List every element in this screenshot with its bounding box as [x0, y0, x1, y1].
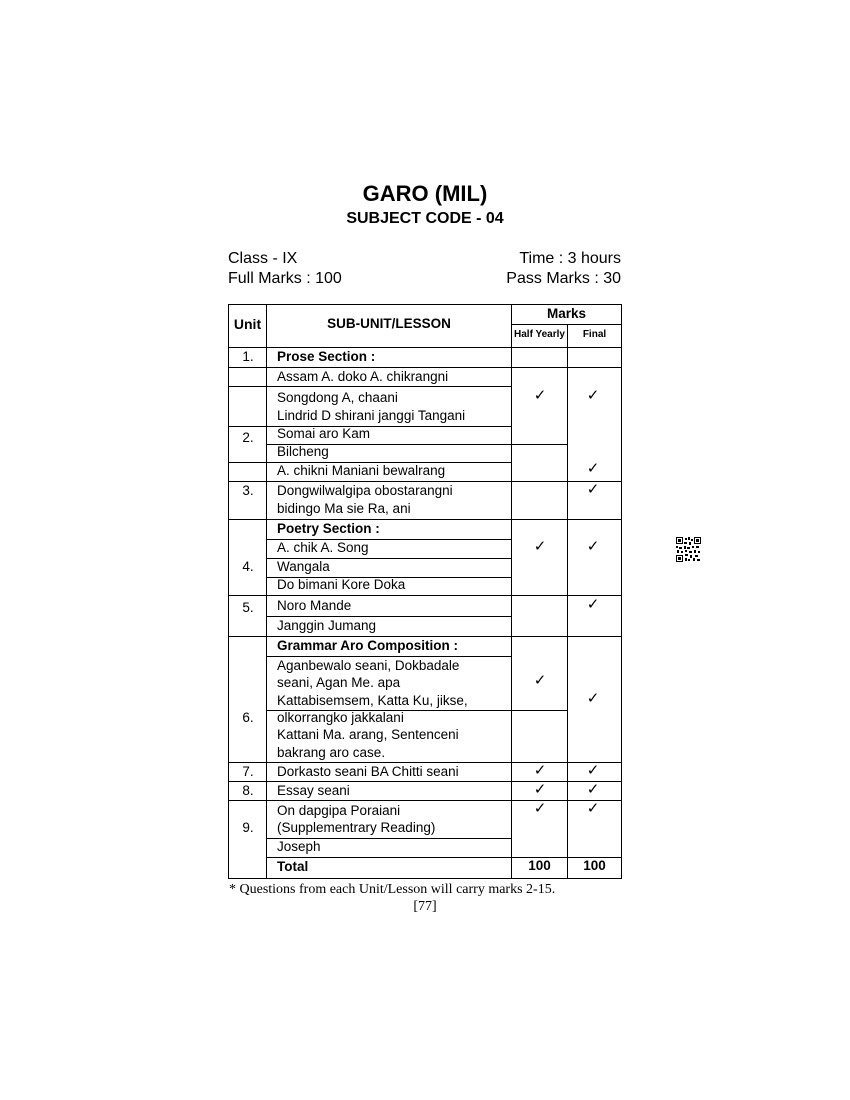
section-heading-poetry: Poetry Section :	[277, 521, 380, 536]
check-icon: ✓	[586, 480, 600, 498]
table-divider-unit	[266, 304, 267, 879]
table-divider-marks	[567, 324, 568, 879]
check-icon: ✓	[586, 799, 600, 817]
full-marks-label: Full Marks : 100	[228, 270, 342, 287]
header-marks: Marks	[546, 306, 587, 321]
unit-number: 1.	[242, 349, 254, 364]
table-border-right	[621, 304, 622, 879]
row-line	[228, 595, 622, 596]
table-border-bottom	[228, 878, 622, 879]
table-divider-lesson	[511, 304, 512, 879]
unit-number: 8.	[242, 783, 254, 798]
lesson-item: A. chik A. Song	[277, 540, 369, 555]
lesson-item: Kattani Ma. arang, Sentenceni	[277, 727, 459, 742]
lesson-item: (Supplementrary Reading)	[277, 820, 436, 835]
lesson-item: olkorrangko jakkalani	[277, 710, 404, 725]
check-icon: ✓	[586, 459, 600, 477]
unit-number: 7.	[242, 764, 254, 779]
section-heading-prose: Prose Section :	[277, 349, 376, 364]
header-unit: Unit	[233, 316, 262, 332]
lesson-item: Janggin Jumang	[277, 618, 377, 633]
lesson-item: Somai aro Kam	[277, 426, 371, 441]
lesson-item: Kattabisemsem, Katta Ku, jikse,	[277, 693, 468, 708]
unit-number: 5.	[242, 600, 254, 615]
class-label: Class - IX	[228, 250, 298, 267]
lesson-item: Wangala	[277, 559, 330, 574]
lesson-item: Assam A. doko A. chikrangni	[277, 369, 449, 384]
lesson-item: Noro Mande	[277, 598, 352, 613]
row-line	[228, 462, 266, 463]
header-sub-unit: SUB-UNIT/LESSON	[327, 316, 451, 331]
unit-number: 2.	[242, 430, 254, 445]
unit-number: 4.	[242, 559, 254, 574]
header-half-yearly: Half Yearly	[514, 329, 565, 340]
total-final: 100	[583, 858, 606, 873]
check-icon: ✓	[586, 689, 600, 707]
check-icon: ✓	[533, 671, 547, 689]
check-icon: ✓	[533, 799, 547, 817]
lesson-item: Dongwilwalgipa obostarangni	[277, 483, 453, 498]
unit-number: 3.	[242, 483, 254, 498]
check-icon: ✓	[533, 761, 547, 779]
qr-code-icon	[676, 537, 701, 562]
marks-header-divider	[511, 324, 622, 325]
row-line	[228, 800, 622, 801]
lesson-item: Do bimani Kore Doka	[277, 577, 406, 592]
subject-code: SUBJECT CODE - 04	[346, 210, 504, 227]
time-label: Time : 3 hours	[519, 250, 621, 267]
table-border-left	[228, 304, 229, 879]
table-border-top	[228, 304, 622, 305]
header-final: Final	[582, 329, 607, 340]
footnote: * Questions from each Unit/Lesson will carry marks 2-15.	[229, 882, 556, 897]
page-title: GARO (MIL)	[362, 181, 488, 206]
total-half-yearly: 100	[528, 858, 551, 873]
pass-marks-label: Pass Marks : 30	[506, 270, 621, 287]
lesson-item: bakrang aro case.	[277, 745, 386, 760]
total-label: Total	[277, 859, 309, 874]
unit-number: 6.	[242, 710, 254, 725]
lesson-item: Songdong A, chaani	[277, 390, 398, 405]
lesson-item: seani, Agan Me. apa	[277, 675, 401, 690]
section-heading-grammar: Grammar Aro Composition :	[277, 638, 459, 653]
lesson-item: A. chikni Maniani bewalrang	[277, 463, 446, 478]
lesson-item: On dapgipa Poraiani	[277, 803, 401, 818]
check-icon: ✓	[586, 780, 600, 798]
check-icon: ✓	[533, 386, 547, 404]
lesson-item: Bilcheng	[277, 444, 329, 459]
lesson-item: Essay seani	[277, 783, 350, 798]
check-icon: ✓	[586, 761, 600, 779]
check-icon: ✓	[533, 537, 547, 555]
lesson-item: Dorkasto seani BA Chitti seani	[277, 764, 459, 779]
lesson-item: bidingo Ma sie Ra, ani	[277, 501, 411, 516]
check-icon: ✓	[586, 595, 600, 613]
check-icon: ✓	[533, 780, 547, 798]
page-number: [77]	[413, 899, 437, 914]
check-icon: ✓	[586, 386, 600, 404]
row-line	[228, 386, 512, 387]
unit-number: 9.	[242, 820, 254, 835]
lesson-item: Joseph	[277, 839, 321, 854]
lesson-item: Lindrid D shirani janggi Tangani	[277, 408, 466, 423]
check-icon: ✓	[586, 537, 600, 555]
lesson-item: Aganbewalo seani, Dokbadale	[277, 658, 460, 673]
